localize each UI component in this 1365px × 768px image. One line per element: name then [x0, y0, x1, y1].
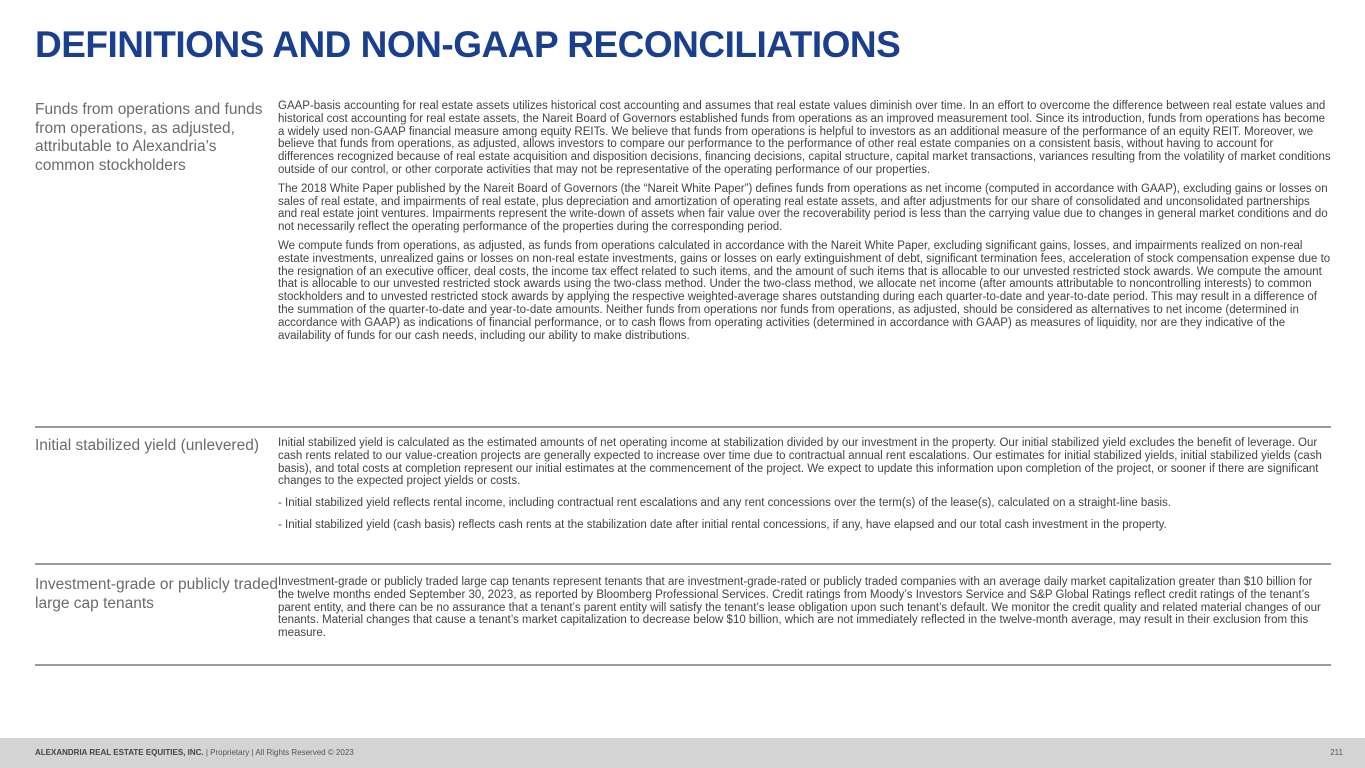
definition-body [278, 434, 1331, 563]
definition-initial-stabilized-yield [35, 428, 1331, 565]
footer-bar [0, 738, 1365, 768]
definition-paragraph: - Initial stabilized yield (cash basis) reflects cash rents at the stabilization date after initial rental concessions, if any, have elapsed and our total cash investment in the property. [278, 518, 1167, 531]
footer-copyright [35, 748, 354, 757]
definition-paragraph: - Initial stabilized yield reflects rental income, including contractual rent escalations and any rent concessions over the term(s) of the lease(s), calculated on a straight-line basis. [278, 497, 1171, 510]
definition-body [278, 573, 1331, 664]
page-title: DEFINITIONS AND NON-GAAP RECONCILIATIONS [35, 24, 901, 65]
definition-body [278, 100, 1331, 426]
definition-paragraph: The 2018 White Paper published by the Nareit Board of Governors (the “Nareit White Paper”) defines funds from operations as net income (computed in accordance with GAAP), excluding gains or losses on sales of real estate, and impairments of real estate, plus depreciation and amortization of operating real estate assets, and after adjustments for our share of consolidated and unconsolidated partnerships and real estate joint ventures. Impairments represent the write-down of assets when fair value over the recoverability period is less than the carrying value due to changes in general market conditions and do not necessarily reflect the operating performance of the properties during the corresponding period. [278, 182, 1328, 234]
page-number: 211 [1330, 748, 1343, 757]
footer-rights: | Proprietary | All Rights Reserved © 2023 [203, 748, 354, 757]
definition-term: Investment-grade or publicly traded large cap tenants [35, 576, 278, 612]
footer-company: ALEXANDRIA REAL ESTATE EQUITIES, INC. [35, 748, 204, 757]
definitions-list [35, 100, 1331, 666]
definition-paragraph: Initial stabilized yield is calculated as the estimated amounts of net operating income at stabilization divided by our investment in the property. Our initial stabilized yield excludes the benefit of leverage. Our cash rents related to our value-creation projects are generally expected to increase over time due to contractual annual rent escalations. Our estimates for initial stabilized yields, initial stabilized yields (cash basis), and total costs at completion represent our initial estimates at the commencement of the project. We expect to update this information upon completion of the project, or sooner if there are significant changes to the expected project yields or costs. [278, 437, 1322, 488]
definition-paragraph: We compute funds from operations, as adjusted, as funds from operations calculated in accordance with the Nareit White Paper, excluding significant gains, losses, and impairments realized on non-real estate investments, unrealized gains or losses on non-real estate investments, gains or losses on early extinguishment of debt, significant termination fees, acceleration of stock compensation expense due to the resignation of an executive officer, deal costs, the income tax effect related to such items, and the amount of such items that is allocable to our unvested restricted stock awards. We compute the amount that is allocable to our unvested restricted stock awards using the two-class method. Under the two-class method, we allocate net income (after amounts attributable to noncontrolling interests) to common stockholders and to unvested restricted stock awards by applying the respective weighted-average shares outstanding during each quarter-to-date and year-to-date period. This may result in a difference of the summation of the quarter-to-date and year-to-date amounts. Neither funds from operations nor funds from operations, as adjusted, should be considered as alternatives to net income (determined in accordance with GAAP) as indications of financial performance, or to cash flows from operating activities (determined in accordance with GAAP) as measures of liquidity, nor are they indicative of the availability of funds for our cash needs, including our ability to make distributions. [278, 239, 1331, 342]
definition-term: Funds from operations and funds from operations, as adjusted, attributable to Alexandria’s common stockholders [35, 101, 263, 174]
definition-paragraph: GAAP-basis accounting for real estate assets utilizes historical cost accounting and assumes that real estate values diminish over time. In an effort to overcome the difference between real estate values and historical cost accounting for real estate assets, the Nareit Board of Governors established funds from operations as an improved measurement tool. Since its introduction, funds from operations has become a widely used non-GAAP financial measure among equity REITs. We believe that funds from operations is helpful to investors as an additional measure of the performance of an equity REIT. Moreover, we believe that funds from operations, as adjusted, allows investors to compare our performance to the performance of other real estate companies on a consistent basis, without having to account for differences recognized because of real estate acquisition and disposition decisions, financing decisions, capital structure, capital market transactions, variances resulting from the volatility of market conditions outside of our control, or other corporate activities that may not be representative of the operating performance of our properties. [278, 100, 1331, 176]
definition-ffo [35, 100, 1331, 428]
definition-investment-grade-tenants [35, 565, 1331, 666]
definition-paragraph: Investment-grade or publicly traded large cap tenants represent tenants that are investment-grade-rated or publicly traded companies with an average daily market capitalization greater than $10 billion for the twelve months ended September 30, 2023, as reported by Bloomberg Professional Services. Credit ratings from Moody’s Investors Service and S&P Global Ratings reflect credit ratings of the tenant’s parent entity, and there can be no assurance that a tenant’s parent entity will satisfy the tenant’s lease obligation upon such tenant’s default. We monitor the credit quality and related material changes of our tenants. Material changes that cause a tenant’s market capitalization to decrease below $10 billion, which are not immediately reflected in the twelve-month average, may result in their exclusion from this measure. [278, 576, 1321, 640]
definition-term: Initial stabilized yield (unlevered) [35, 437, 260, 454]
